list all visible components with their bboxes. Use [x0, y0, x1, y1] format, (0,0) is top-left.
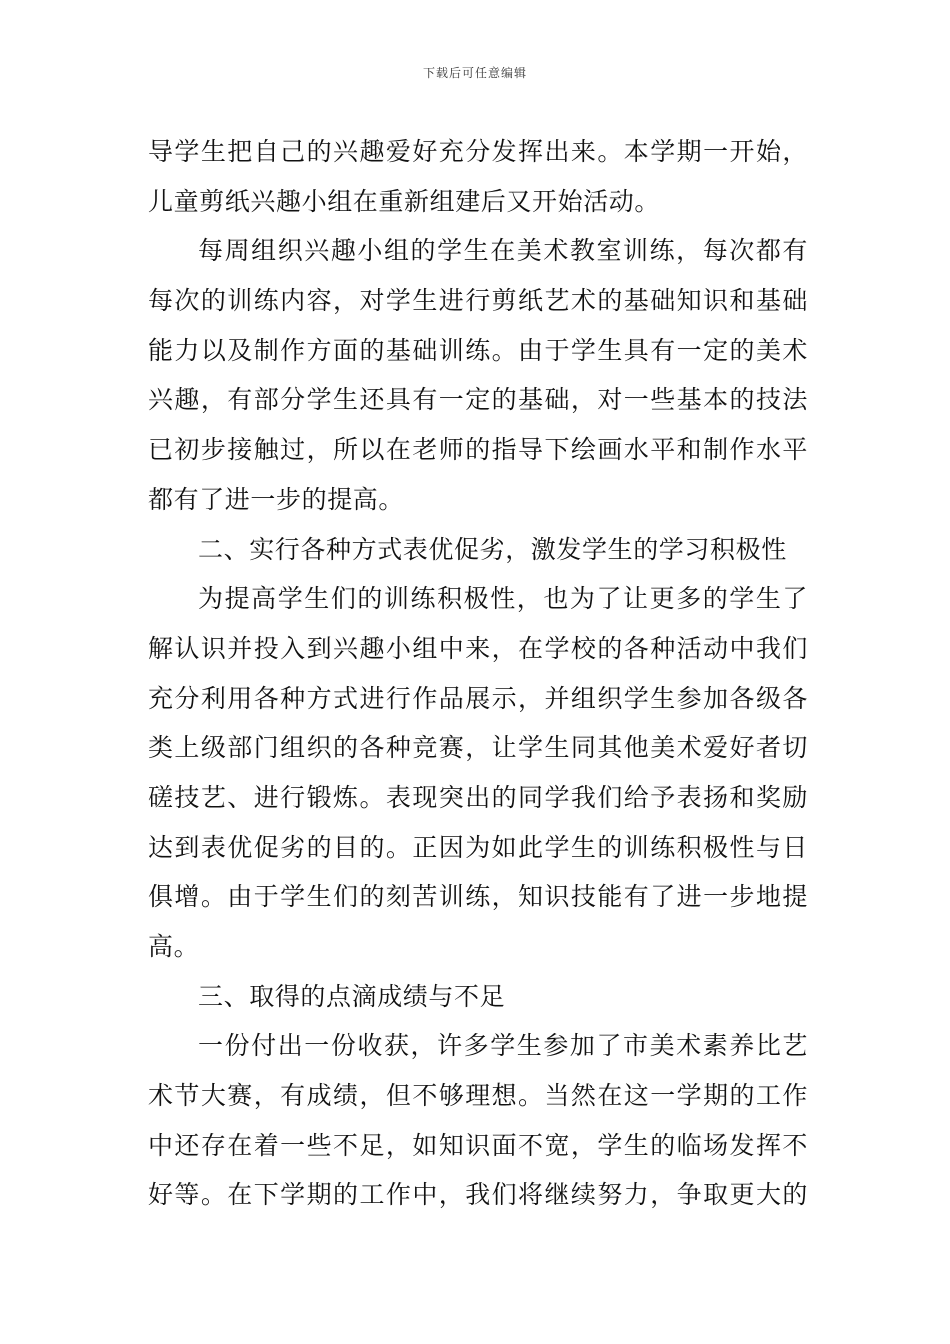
- text-line: 导学生把自己的兴趣爱好充分发挥出来。本学期一开始，: [148, 137, 808, 166]
- text-line: 每周组织兴趣小组的学生在美术教室训练，每次都有: [198, 236, 808, 266]
- text-line: 已初步接触过，所以在老师的指导下绘画水平和制作水平: [148, 435, 808, 465]
- text-line: 三、取得的点滴成绩与不足: [198, 981, 506, 1011]
- text-line: 二、实行各种方式表优促劣，激发学生的学习积极性: [198, 534, 787, 564]
- text-line: 一份付出一份收获，许多学生参加了市美术素养比艺: [198, 1031, 808, 1061]
- text-line: 兴趣，有部分学生还具有一定的基础，对一些基本的技法: [148, 385, 808, 415]
- text-line: 高。: [148, 932, 200, 961]
- text-line: 达到表优促劣的目的。正因为如此学生的训练积极性与日: [148, 832, 808, 862]
- text-line: 磋技艺、进行锻炼。表现突出的同学我们给予表扬和奖励: [148, 782, 808, 812]
- text-line: 为提高学生们的训练积极性，也为了让更多的学生了: [198, 584, 808, 614]
- document-body: [148, 127, 808, 1220]
- text-line: 类上级部门组织的各种竞赛，让学生同其他美术爱好者切: [148, 733, 808, 763]
- page-header: 下载后可任意编辑: [422, 66, 527, 80]
- text-line: 能力以及制作方面的基础训练。由于学生具有一定的美术: [148, 335, 808, 365]
- text-line: 每次的训练内容，对学生进行剪纸艺术的基础知识和基础: [148, 286, 808, 316]
- text-line: 解认识并投入到兴趣小组中来，在学校的各种活动中我们: [148, 633, 808, 663]
- text-line: 好等。在下学期的工作中，我们将继续努力，争取更大的: [148, 1180, 808, 1210]
- text-line: 术节大赛，有成绩，但不够理想。当然在这一学期的工作: [148, 1081, 808, 1111]
- text-line: 都有了进一步的提高。: [148, 484, 405, 514]
- text-line: 儿童剪纸兴趣小组在重新组建后又开始活动。: [148, 186, 661, 216]
- text-line: 俱增。由于学生们的刻苦训练，知识技能有了进一步地提: [148, 882, 808, 912]
- text-line: 中还存在着一些不足，如知识面不宽，学生的临场发挥不: [148, 1130, 808, 1160]
- text-line: 充分利用各种方式进行作品展示，并组织学生参加各级各: [148, 683, 808, 713]
